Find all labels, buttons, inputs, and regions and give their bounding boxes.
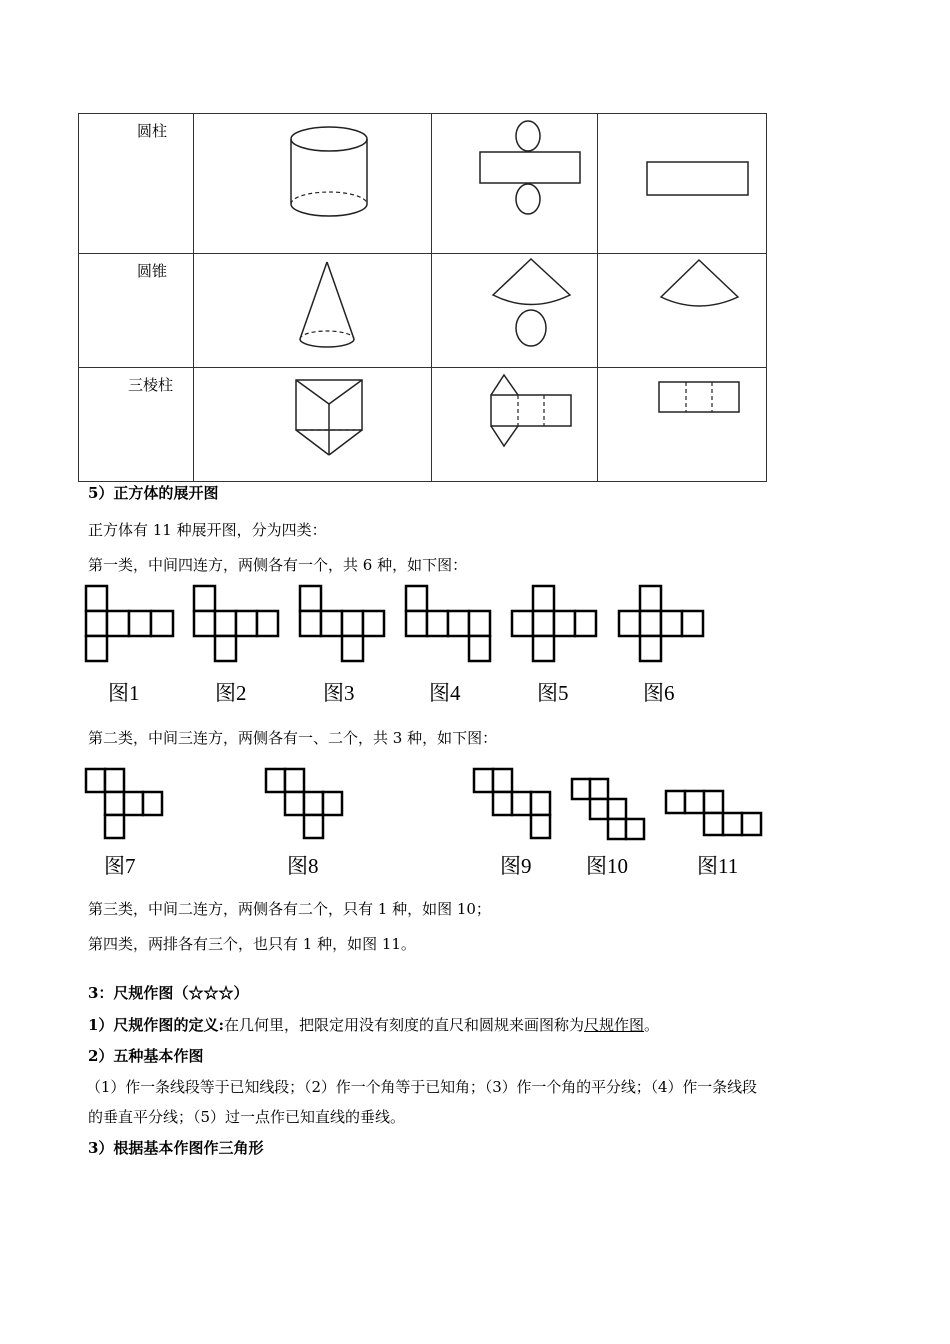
fig4-caption: 图4 bbox=[429, 681, 461, 705]
cone-lateral-cell bbox=[598, 254, 767, 368]
cone-net-cell bbox=[432, 254, 598, 368]
cube-nets-heading: 5）正方体的展开图 bbox=[88, 484, 219, 502]
fig5-caption: 图5 bbox=[537, 681, 569, 705]
fig6-caption: 图6 bbox=[643, 681, 675, 705]
definition-label: 1）尺规作图的定义: bbox=[88, 1016, 224, 1034]
fig7-caption: 图7 bbox=[104, 854, 136, 878]
row-label-cylinder: 圆柱 bbox=[137, 122, 168, 140]
definition-text: 在几何里，把限定用没有刻度的直尺和圆规来画图称为 bbox=[223, 1016, 584, 1034]
cylinder-lateral-cell bbox=[598, 114, 767, 254]
cube-nets-intro: 正方体有 11 种展开图，分为四类： bbox=[88, 521, 327, 539]
triangular-prism-net-cell bbox=[432, 368, 598, 482]
cylinder-lateral-figure bbox=[598, 114, 766, 253]
cube-net-fig4 bbox=[406, 586, 490, 661]
triangular-prism-solid-cell bbox=[194, 368, 432, 482]
cone-lateral-figure bbox=[598, 254, 766, 367]
triangle-construction-title: 3）根据基本作图作三角形 bbox=[88, 1139, 264, 1157]
cube-net-fig8 bbox=[266, 769, 342, 838]
solids-nets-table bbox=[78, 113, 767, 482]
cube-net-fig1 bbox=[86, 586, 173, 661]
row-label-cell bbox=[79, 114, 194, 254]
triangular-prism-solid-figure bbox=[194, 368, 431, 481]
cylinder-net-cell bbox=[432, 114, 598, 254]
cube-net-fig11 bbox=[666, 791, 761, 835]
cube-net-fig6 bbox=[619, 586, 703, 661]
fig11-caption: 图11 bbox=[697, 854, 739, 878]
definition-end: 。 bbox=[644, 1016, 660, 1034]
cube-net-fig2 bbox=[194, 586, 278, 661]
class2-description: 第二类，中间三连方，两侧各有一、二个，共 3 种，如下图： bbox=[88, 729, 498, 747]
cube-net-fig10 bbox=[572, 779, 644, 839]
cube-net-fig3 bbox=[300, 586, 384, 661]
class3-description: 第三类，中间二连方，两侧各有二个，只有 1 种，如图 10； bbox=[88, 900, 491, 918]
cylinder-net-figure bbox=[432, 114, 597, 253]
cone-net-figure bbox=[432, 254, 597, 367]
fig10-caption: 图10 bbox=[586, 854, 628, 878]
triangular-prism-lateral-cell bbox=[598, 368, 767, 482]
row-label-cell bbox=[79, 368, 194, 482]
cube-nets-class1-figures bbox=[84, 584, 714, 666]
row-label-cell bbox=[79, 254, 194, 368]
triangular-prism-net-figure bbox=[432, 368, 597, 481]
fig2-caption: 图2 bbox=[215, 681, 247, 705]
five-constructions-line2: 的垂直平分线；（5）过一点作已知直线的垂线。 bbox=[88, 1108, 406, 1126]
five-constructions-title: 2）五种基本作图 bbox=[88, 1047, 204, 1065]
class4-description: 第四类，两排各有三个，也只有 1 种，如图 11。 bbox=[88, 935, 416, 953]
cylinder-solid-figure bbox=[194, 114, 431, 253]
fig3-caption: 图3 bbox=[323, 681, 355, 705]
fig1-caption: 图1 bbox=[108, 681, 140, 705]
cube-net-fig7 bbox=[86, 769, 162, 838]
triangular-prism-lateral-figure bbox=[598, 368, 766, 481]
cone-solid-cell bbox=[194, 254, 432, 368]
construction-title: 3：尺规作图（☆☆☆） bbox=[88, 984, 249, 1002]
five-constructions-line1: （1）作一条线段等于已知线段；（2）作一个角等于已知角；（3）作一个角的平分线；（4）作一条线段 bbox=[86, 1078, 757, 1096]
row-label-triangular-prism: 三棱柱 bbox=[128, 376, 174, 394]
fig9-caption: 图9 bbox=[500, 854, 532, 878]
class1-description: 第一类，中间四连方，两侧各有一个，共 6 种，如下图： bbox=[88, 556, 468, 574]
definition-term: 尺规作图 bbox=[584, 1016, 645, 1034]
cube-net-fig9 bbox=[474, 769, 550, 838]
row-label-cone: 圆锥 bbox=[137, 262, 168, 280]
fig8-caption: 图8 bbox=[287, 854, 319, 878]
cube-nets-class2-figures bbox=[84, 767, 764, 843]
cube-net-fig5 bbox=[512, 586, 596, 661]
construction-definition bbox=[88, 1015, 659, 1035]
cylinder-solid-cell bbox=[194, 114, 432, 254]
cone-solid-figure bbox=[194, 254, 431, 367]
